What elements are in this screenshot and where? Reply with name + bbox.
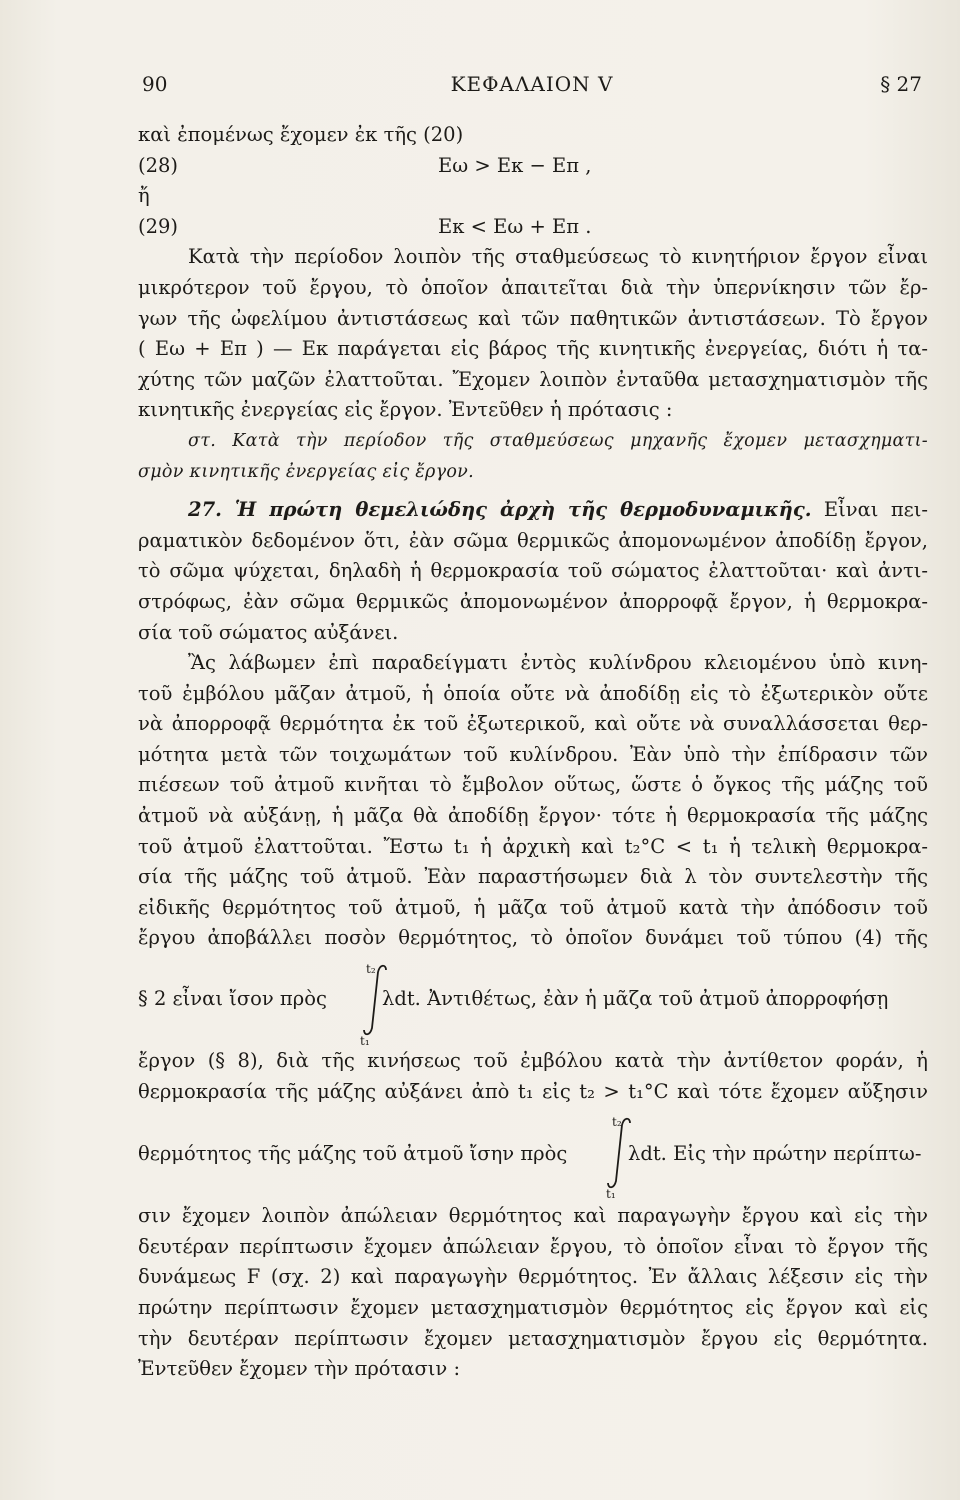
equation-formula: Eω > Eκ − Eπ , bbox=[438, 153, 592, 177]
text-line: καὶ ἐπομένως ἔχομεν ἐκ τῆς (20) bbox=[138, 123, 464, 146]
paragraph-line: σιν ἔχομεν λοιπὸν ἀπώλειαν θερμότητος καὶ παραγωγὴν ἔργου καὶ εἰς τὴν bbox=[138, 1204, 928, 1228]
paragraph-line: στρόφως, ἐὰν σῶμα θερμικῶς ἀπομονωμένον ἀπορροφᾷ ἔργον, ἡ θερμοκρα- bbox=[138, 589, 928, 613]
integral-line-2 bbox=[138, 1107, 928, 1201]
paragraph-line: ραματικὸν δεδομένον ὅτι, ἐὰν σῶμα θερμικῶς ἀπομονωμένον ἀποδίδῃ ἔργον, bbox=[138, 528, 928, 552]
paragraph-line: ἔργον (§ 8), διὰ τῆς κινήσεως τοῦ ἐμβόλου κατὰ τὴν ἀντίθετον φοράν, ἡ bbox=[138, 1049, 928, 1073]
text-fragment: § 2 εἶναι ἴσον πρὸς bbox=[138, 987, 327, 1011]
page-body bbox=[138, 120, 928, 1385]
section-heading: 27. Ἡ πρώτη θεμελιώδης ἀρχὴ τῆς θερμοδυναμικῆς. bbox=[188, 498, 812, 522]
text-line: ἤ bbox=[138, 184, 150, 208]
paragraph-line: γων τῆς ὠφελίμου ἀντιστάσεως καὶ τῶν παθητικῶν ἀντιστάσεων. Τὸ ἔργον bbox=[138, 306, 928, 330]
integral-upper-limit: t₂ bbox=[366, 962, 376, 977]
paragraph-line: χύτης τῶν μαζῶν ἐλαττοῦται. Ἔχομεν λοιπὸν ἐνταῦθα μετασχηματισμὸν τῆς bbox=[138, 367, 928, 391]
paragraph-line: νὰ ἀπορροφᾷ θερμότητα ἐκ τοῦ ἐξωτερικοῦ, καὶ οὔτε νὰ συναλλάσσεται θερ- bbox=[138, 712, 928, 736]
paragraph-line: δευτέραν περίπτωσιν ἔχομεν ἀπώλειαν ἔργου, τὸ ὁποῖον εἶναι τὸ ἔργον τῆς bbox=[138, 1234, 928, 1258]
text-fragment: λdt. Ἀντιθέτως, ἐὰν ἡ μᾶζα τοῦ ἀτμοῦ ἀπορροφήσῃ bbox=[382, 987, 889, 1011]
integral-line-1 bbox=[138, 954, 928, 1049]
paragraph-line: σία τῆς μάζης τοῦ ἀτμοῦ. Ἐὰν παραστήσωμεν διὰ λ τὸν συντελεστὴν τῆς bbox=[138, 865, 928, 889]
paragraph-line: Ἂς λάβωμεν ἐπὶ παραδείγματι ἐντὸς κυλίνδρου κλειομένου ὑπὸ κινη- bbox=[188, 651, 928, 675]
proposition-line: στ. Κατὰ τὴν περίοδον τῆς σταθμεύσεως μηχανῆς ἔχομεν μετασχηματι- bbox=[188, 430, 928, 451]
section-heading-line bbox=[138, 495, 928, 526]
text-fragment: λdt. Εἰς τὴν πρώτην περίπτω- bbox=[628, 1142, 922, 1166]
text-fragment: θερμότητος τῆς μάζης τοῦ ἀτμοῦ ἴσην πρὸς bbox=[138, 1142, 568, 1166]
equation-formula: Eκ < Eω + Eπ . bbox=[438, 214, 592, 238]
integral-lower-limit: t₁ bbox=[360, 1034, 370, 1049]
paragraph-line: μότητα μετὰ τῶν τοιχωμάτων τοῦ κυλίνδρου. Ἐὰν ὑπὸ τὴν ἐπίδρασιν τῶν bbox=[138, 742, 928, 766]
integral-lower-limit: t₁ bbox=[606, 1187, 616, 1202]
paragraph-line: κινητικῆς ἐνεργείας εἰς ἔργον. Ἐντεῦθεν ἡ πρότασις : bbox=[138, 398, 673, 422]
paragraph-line: τοῦ ἀτμοῦ ἐλαττοῦται. Ἔστω t₁ ἡ ἀρχικὴ καὶ t₂°C < t₁ ἡ τελικὴ θερμοκρα- bbox=[138, 834, 928, 858]
paragraph-line: τὸ σῶμα ψύχεται, δηλαδὴ ἡ θερμοκρασία τοῦ σώματος ἐλαττοῦται· καὶ ἀντι- bbox=[138, 559, 928, 583]
page-number: 90 bbox=[142, 72, 168, 96]
paragraph-line: Κατὰ τὴν περίοδον λοιπὸν τῆς σταθμεύσεως τὸ κινητήριον ἔργον εἶναι bbox=[188, 245, 928, 269]
proposition-line: σμὸν κινητικῆς ἐνεργείας εἰς ἔργον. bbox=[138, 461, 474, 482]
section-marker: § 27 bbox=[880, 72, 922, 96]
paragraph-line: σία τοῦ σώματος αὐξάνει. bbox=[138, 620, 399, 644]
running-header bbox=[142, 72, 922, 102]
paragraph-line: θερμοκρασία τῆς μάζης αὐξάνει ἀπὸ t₁ εἰς t₂ > t₁°C καὶ τότε ἔχομεν αὔξησιν bbox=[138, 1079, 928, 1103]
equation-label: (28) bbox=[138, 153, 179, 177]
paragraph-line: πιέσεων τοῦ ἀτμοῦ κινῆται τὸ ἔμβολον οὕτως, ὥστε ὁ ὄγκος τῆς μάζης τοῦ bbox=[138, 773, 928, 797]
chapter-title: ΚΕΦΑΛΑΙΟΝ V bbox=[450, 72, 614, 96]
paragraph-line: ἀτμοῦ νὰ αὐξάνῃ, ἡ μᾶζα θὰ ἀποδίδῃ ἔργον· τότε ἡ θερμοκρασία τῆς μάζης bbox=[138, 804, 928, 828]
paragraph-line: εἰδικῆς θερμότητος τοῦ ἀτμοῦ, ἡ μᾶζα τοῦ ἀτμοῦ κατὰ τὴν ἀπόδοσιν τοῦ bbox=[138, 895, 928, 919]
paragraph-line: ( Eω + Eπ ) — Eκ παράγεται εἰς βάρος τῆς κινητικῆς ἐνεργείας, διότι ἡ τα- bbox=[138, 337, 928, 361]
paragraph-line: πρώτην περίπτωσιν ἔχομεν μετασχηματισμὸν θερμότητος εἰς ἔργον καὶ εἰς bbox=[138, 1296, 928, 1319]
equation-28 bbox=[138, 151, 928, 182]
paragraph-line: ἔργου ἀποβάλλει ποσὸν θερμότητος, τὸ ὁποῖον δυνάμει τοῦ τύπου (4) τῆς bbox=[138, 926, 928, 950]
paragraph-line: τοῦ ἐμβόλου μᾶζαν ἀτμοῦ, ἡ ὁποία οὔτε νὰ ἀποδίδῃ εἰς τὸ ἐξωτερικὸν οὔτε bbox=[138, 681, 928, 705]
equation-label: (29) bbox=[138, 214, 179, 238]
paragraph-line: Ἐντεῦθεν ἔχομεν τὴν πρότασιν : bbox=[138, 1357, 461, 1381]
paragraph-line: τὴν δευτέραν περίπτωσιν ἔχομεν μετασχηματισμὸν ἔργου εἰς θερμότητα. bbox=[138, 1326, 928, 1350]
equation-29 bbox=[138, 212, 928, 243]
paragraph-text: Εἶναι πει- bbox=[811, 498, 928, 522]
paragraph-line: μικρότερον τοῦ ἔργου, τὸ ὁποῖον ἀπαιτεῖται διὰ τὴν ὑπερνίκησιν τῶν ἔρ- bbox=[138, 275, 928, 299]
integral-upper-limit: t₂ bbox=[612, 1115, 622, 1130]
paragraph-line: δυνάμεως F (σχ. 2) καὶ παραγωγὴν θερμότητος. Ἐν ἄλλαις λέξεσιν εἰς τὴν bbox=[138, 1265, 928, 1289]
